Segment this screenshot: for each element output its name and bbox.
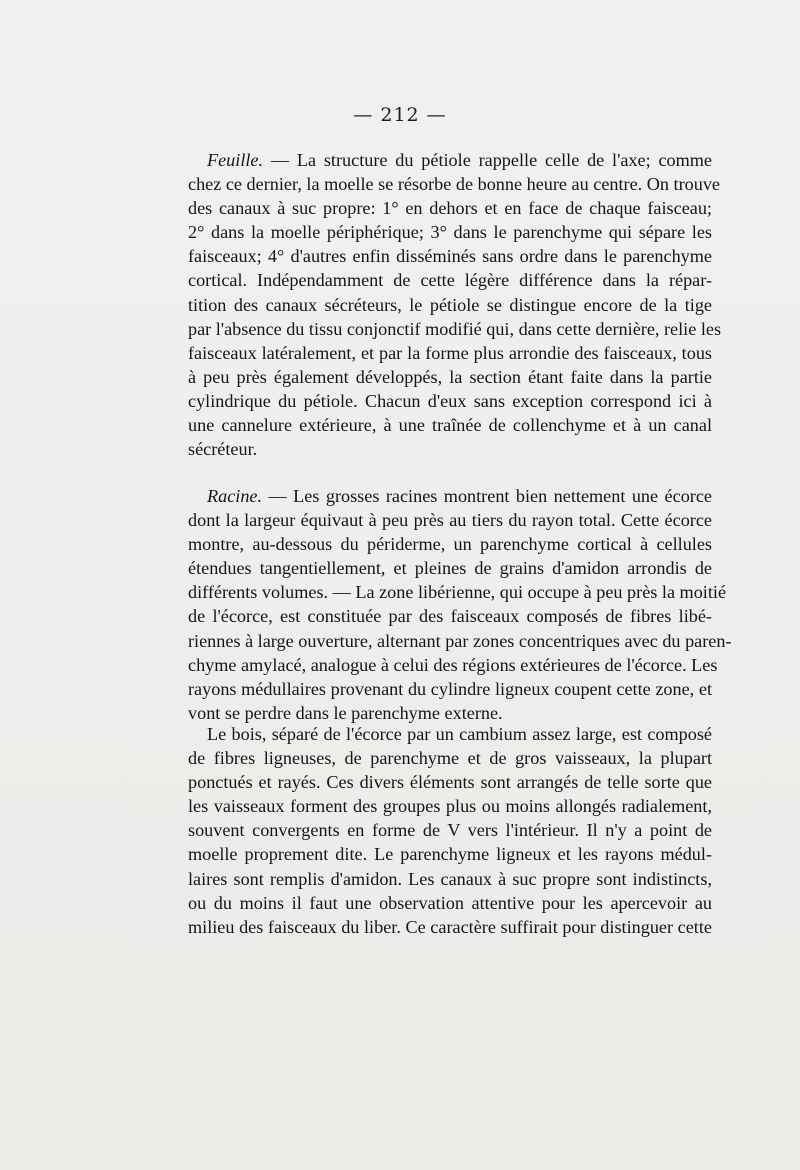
text-line: faisceaux; 4° d'autres enfin disséminés sans ordre dans le parenchyme bbox=[188, 246, 712, 267]
text-line: par l'absence du tissu conjonctif modifié qui, dans cette dernière, relie les bbox=[188, 318, 722, 339]
text-line: de fibres ligneuses, de parenchyme et de gros vaisseaux, la plupart bbox=[188, 748, 712, 769]
page-number: — 212 — bbox=[353, 104, 447, 126]
section-heading-feuille: Feuille. bbox=[207, 150, 264, 170]
text-line: ponctués et rayés. Ces divers éléments sont arrangés de telle sorte que bbox=[188, 772, 712, 793]
text-line: sécréteur. bbox=[188, 439, 258, 460]
text-line: laires sont remplis d'amidon. Les canaux à suc propre sont indistincts, bbox=[188, 868, 712, 889]
text-line: de l'écorce, est constituée par des faisceaux composés de fibres libé- bbox=[188, 606, 712, 627]
text-line: cylindrique du pétiole. Chacun d'eux sans exception correspond ici à bbox=[188, 390, 712, 411]
text-line: étendues tangentiellement, et pleines de grains d'amidon arrondis de bbox=[188, 558, 712, 579]
text-line bbox=[188, 484, 712, 508]
section-heading-racine: Racine. bbox=[207, 486, 263, 506]
text-line: des canaux à suc propre: 1° en dehors et en face de chaque faisceau; bbox=[188, 198, 712, 219]
text-line: faisceaux latéralement, et par la forme plus arrondie des faisceaux, tous bbox=[188, 342, 712, 363]
text-line: souvent convergents en forme de V vers l'intérieur. Il n'y a point de bbox=[188, 820, 712, 841]
text-line: vont se perdre dans le parenchyme externe. bbox=[188, 702, 503, 723]
paragraph-feuille bbox=[188, 148, 722, 461]
text-line-content: — La structure du pétiole rappelle celle de l'axe; comme bbox=[263, 150, 712, 170]
text-line: chez ce dernier, la moelle se résorbe de bonne heure au centre. On trouve bbox=[188, 174, 721, 195]
paragraph-bois bbox=[188, 722, 712, 939]
text-line: cortical. Indépendamment de cette légère différence dans la répar- bbox=[188, 270, 712, 291]
text-line: 2° dans la moelle périphérique; 3° dans le parenchyme qui sépare les bbox=[188, 222, 712, 243]
text-line: différents volumes. — La zone libérienne, qui occupe à peu près la moitié bbox=[188, 582, 727, 603]
text-line-content: — Les grosses racines montrent bien nettement une écorce bbox=[262, 486, 712, 506]
text-line: rayons médullaires provenant du cylindre ligneux coupent cette zone, et bbox=[188, 678, 712, 699]
text-line: ou du moins il faut une observation attentive pour les apercevoir au bbox=[188, 892, 712, 913]
text-line: milieu des faisceaux du liber. Ce caractère suffirait pour distinguer cette bbox=[188, 916, 712, 937]
text-line: montre, au-dessous du périderme, un parenchyme cortical à cellules bbox=[188, 534, 712, 555]
text-line: dont la largeur équivaut à peu près au tiers du rayon total. Cette écorce bbox=[188, 510, 712, 531]
paragraph-racine bbox=[188, 484, 732, 725]
text-line: chyme amylacé, analogue à celui des régions extérieures de l'écorce. Les bbox=[188, 654, 718, 675]
text-line: à peu près également développés, la section étant faite dans la partie bbox=[188, 366, 712, 387]
text-line: une cannelure extérieure, à une traînée de collenchyme et à un canal bbox=[188, 415, 712, 436]
text-line: riennes à large ouverture, alternant par zones concentriques avec du paren- bbox=[188, 630, 732, 651]
text-line: moelle proprement dite. Le parenchyme ligneux et les rayons médul- bbox=[188, 844, 712, 865]
text-line: les vaisseaux forment des groupes plus ou moins allongés radialement, bbox=[188, 796, 712, 817]
text-line bbox=[188, 148, 712, 172]
text-line: tition des canaux sécréteurs, le pétiole se distingue encore de la tige bbox=[188, 294, 712, 315]
text-line: Le bois, séparé de l'écorce par un cambium assez large, est composé bbox=[207, 724, 712, 744]
